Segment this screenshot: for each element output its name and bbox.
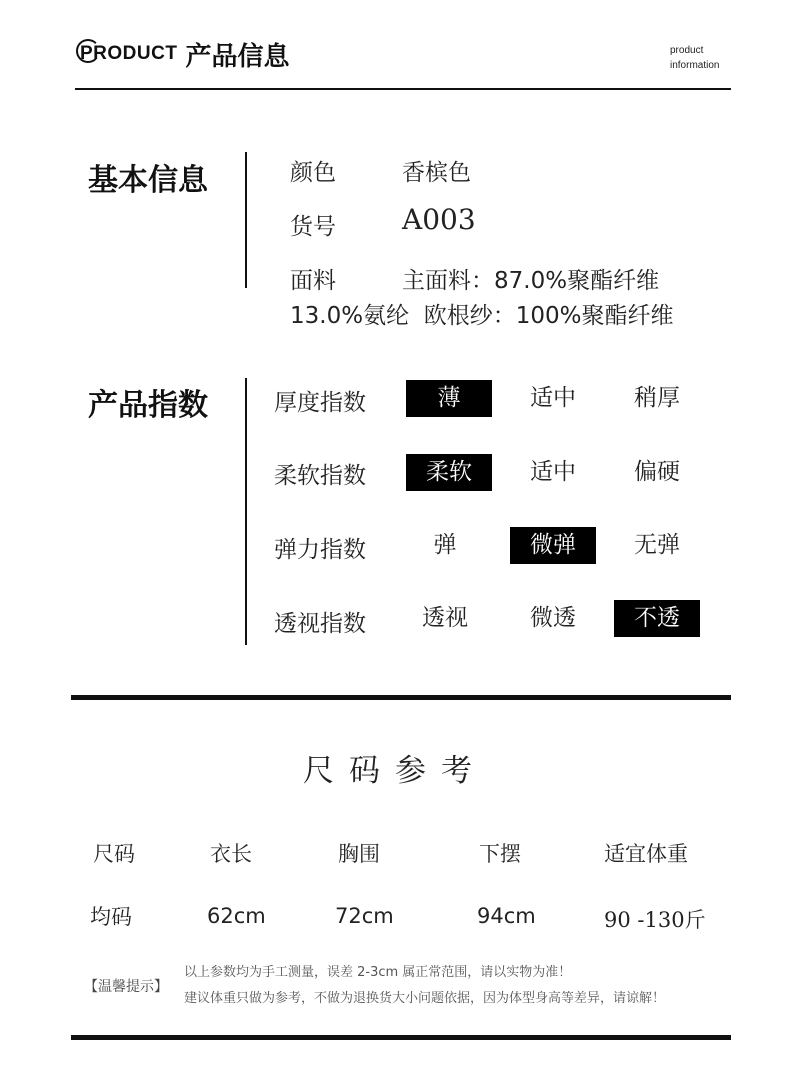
brand-en: PRODUCT	[76, 43, 177, 65]
fabric-value: 主面料：87.0%聚酯纤维	[402, 268, 660, 294]
size-header-weight: 适宜体重	[604, 842, 688, 866]
color-label: 颜色	[290, 160, 336, 186]
transparency-label: 透视指数	[274, 611, 366, 637]
softness-label: 柔软指数	[274, 463, 366, 489]
sku-label: 货号	[290, 214, 336, 240]
elasticity-label: 弹力指数	[274, 537, 366, 563]
softness-option-soft: 柔软	[406, 454, 492, 491]
size-value-size: 均码	[90, 905, 132, 929]
transparency-option-sheer: 透视	[422, 605, 468, 631]
fabric-value-line2: 13.0%氨纶 欧根纱：100%聚酯纤维	[290, 303, 674, 329]
size-header-hem: 下摆	[479, 842, 521, 866]
header-divider	[75, 88, 731, 90]
section-divider-bottom	[71, 1035, 731, 1040]
header-small-text	[670, 43, 719, 73]
thickness-option-medium: 适中	[530, 385, 576, 411]
size-value-weight: 90 -130斤	[604, 908, 706, 932]
size-header-size: 尺码	[93, 842, 135, 866]
sku-value: A003	[402, 203, 476, 236]
softness-option-medium: 适中	[530, 459, 576, 485]
size-header-bust: 胸围	[338, 842, 380, 866]
thickness-option-thin: 薄	[406, 380, 492, 417]
softness-option-hard: 偏硬	[634, 459, 680, 485]
transparency-option-opaque: 不透	[614, 600, 700, 637]
elasticity-option-none: 无弹	[634, 532, 680, 558]
color-value: 香槟色	[402, 160, 471, 186]
thickness-option-thick: 稍厚	[634, 385, 680, 411]
fabric-label: 面料	[290, 268, 336, 294]
elasticity-option-stretch: 弹	[433, 532, 457, 558]
small-line-2: information	[670, 60, 720, 71]
basic-info-title: 基本信息	[88, 163, 208, 198]
size-value-hem: 94cm	[477, 904, 536, 928]
page-title: 产品信息	[185, 41, 290, 72]
product-index-title: 产品指数	[88, 388, 208, 423]
basic-info-divider	[245, 152, 247, 288]
tip-line-1: 以上参数均为手工测量，误差 2-3cm 属正常范围，请以实物为准！	[184, 965, 572, 980]
small-line-1: product	[670, 45, 704, 56]
tip-label: 【温馨提示】	[84, 979, 168, 995]
size-header-length: 衣长	[210, 842, 252, 866]
transparency-option-slight: 微透	[530, 605, 576, 631]
size-reference-title: 尺码参考	[303, 753, 487, 789]
product-index-divider	[245, 378, 247, 645]
section-divider-top	[71, 695, 731, 700]
size-value-bust: 72cm	[335, 904, 394, 928]
thickness-label: 厚度指数	[274, 390, 366, 416]
header-brand	[76, 38, 289, 70]
size-value-length: 62cm	[207, 904, 266, 928]
elasticity-option-slight: 微弹	[510, 527, 596, 564]
tip-line-2: 建议体重只做为参考，不做为退换货大小问题依据，因为体型身高等差异，请谅解！	[184, 991, 666, 1006]
